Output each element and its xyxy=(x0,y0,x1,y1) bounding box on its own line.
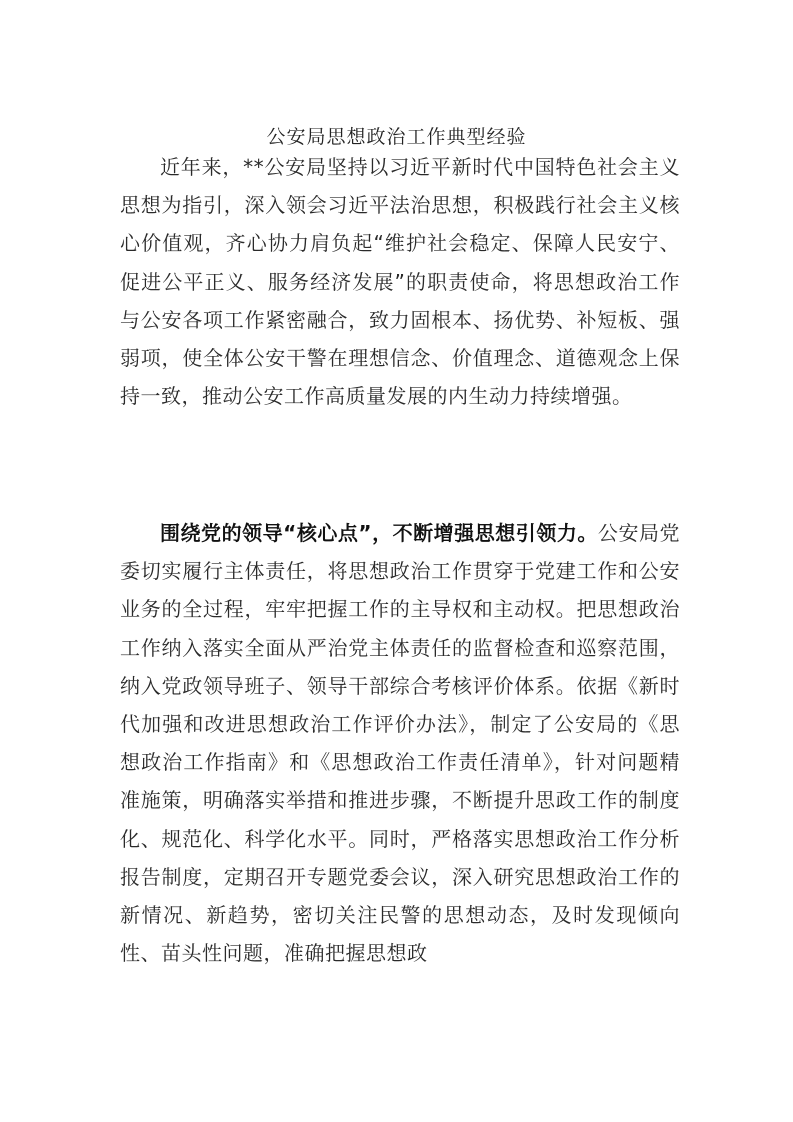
paragraph-lead-heading: 围绕党的领导“核心点”，不断增强思想引领力。 xyxy=(160,521,598,545)
paragraph-party-leadership xyxy=(120,514,680,972)
paragraph-intro: 近年来，**公安局坚持以习近平新时代中国特色社会主义思想为指引，深入领会习近平法治思想，积极践行社会主义核心价值观，齐心协力肩负起“维护社会稳定、保障人民安宁、促进公平正义、服务经济发展”的职责使命，将思想政治工作与公安各项工作紧密融合，致力固根本、扬优势、补短板、强弱项，使全体公安干警在理想信念、价值理念、道德观念上保持一致，推动公安工作高质量发展的内生动力持续增强。 xyxy=(120,155,680,409)
document-title: 公安局思想政治工作典型经验 xyxy=(266,126,527,148)
paragraph-body-text: 公安局党委切实履行主体责任，将思想政治工作贯穿于党建工作和公安业务的全过程，牢牢把握工作的主导权和主动权。把思想政治工作纳入落实全面从严治党主体责任的监督检查和巡察范围，纳入党政领导班子、领导干部综合考核评价体系。依据《新时代加强和改进思想政治工作评价办法》，制定了公安局的《思想政治工作指南》和《思想政治工作责任清单》，针对问题精准施策，明确落实举措和推进步骤，不断提升思政工作的制度化、规范化、科学化水平。同时，严格落实思想政治工作分析报告制度，定期召开专题党委会议，深入研究思想政治工作的新情况、新趋势，密切关注民警的思想动态，及时发现倾向性、苗头性问题，准确把握思想政 xyxy=(120,521,681,966)
